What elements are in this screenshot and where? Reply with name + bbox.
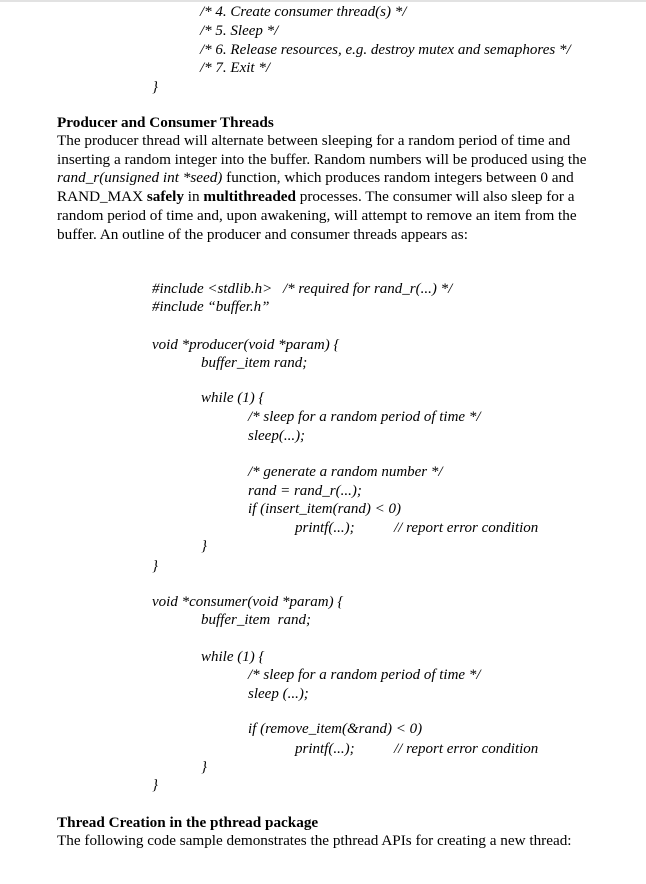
- code-line: while (1) {: [201, 390, 265, 406]
- code-line: while (1) {: [201, 649, 265, 665]
- code-line: buffer_item rand;: [201, 612, 311, 628]
- page-top-border: [0, 0, 646, 2]
- bold-multithreaded: multithreaded: [203, 188, 296, 206]
- code-producer-signature: void *producer(void *param) {: [152, 337, 340, 353]
- code-comment-line: // report error condition: [394, 520, 539, 536]
- code-comment-line: /* 5. Sleep */: [200, 23, 279, 39]
- code-line: rand = rand_r(...);: [248, 483, 362, 499]
- code-closing-brace: }: [152, 777, 158, 793]
- bold-safely: safely: [146, 188, 184, 206]
- section-heading-thread-creation: Thread Creation in the pthread package: [57, 814, 319, 831]
- code-comment-line: /* 7. Exit */: [200, 60, 270, 76]
- code-include-comment: /* required for rand_r(...) */: [283, 281, 453, 297]
- code-comment-line: /* sleep for a random period of time */: [248, 667, 481, 683]
- section-heading-producer-consumer: Producer and Consumer Threads: [57, 114, 274, 131]
- code-line: sleep(...);: [248, 428, 306, 444]
- code-closing-brace: }: [201, 759, 207, 775]
- code-comment-line: // report error condition: [394, 741, 539, 757]
- rand-r-function: rand_r(unsigned int *seed): [57, 169, 223, 187]
- code-include-stdlib: #include <stdlib.h>: [152, 281, 273, 297]
- code-line: buffer_item rand;: [201, 355, 308, 371]
- code-line: printf(...);: [295, 741, 355, 757]
- section-paragraph: The producer thread will alternate between sleeping for a random period of time and inserting a random integer into the buffer. Random numbers will be produced using the rand_r(unsigned int *seed) function, which produces random integers between 0 and RAND_MAX safely in multithreaded processes. The consumer will also sleep for a random period of time and, upon awakening, will attempt to remove an item from the buffer. An outline of the producer and consumer threads appears as:: [57, 132, 587, 243]
- code-closing-brace: }: [152, 558, 158, 574]
- code-line: if (insert_item(rand) < 0): [248, 501, 402, 517]
- code-consumer-signature: void *consumer(void *param) {: [152, 594, 344, 610]
- code-comment-line: /* 4. Create consumer thread(s) */: [200, 4, 407, 20]
- code-line: printf(...);: [295, 520, 355, 536]
- code-closing-brace: }: [152, 79, 158, 95]
- code-comment-line: /* 6. Release resources, e.g. destroy mutex and semaphores */: [200, 42, 571, 58]
- code-comment-line: /* sleep for a random period of time */: [248, 409, 481, 425]
- section-text: The following code sample demonstrates the pthread APIs for creating a new thread:: [57, 832, 572, 849]
- code-line: if (remove_item(&rand) < 0): [248, 721, 423, 737]
- code-comment-line: /* generate a random number */: [248, 464, 443, 480]
- code-line: sleep (...);: [248, 686, 309, 702]
- code-closing-brace: }: [201, 538, 207, 554]
- code-include-buffer: #include “buffer.h”: [152, 299, 270, 315]
